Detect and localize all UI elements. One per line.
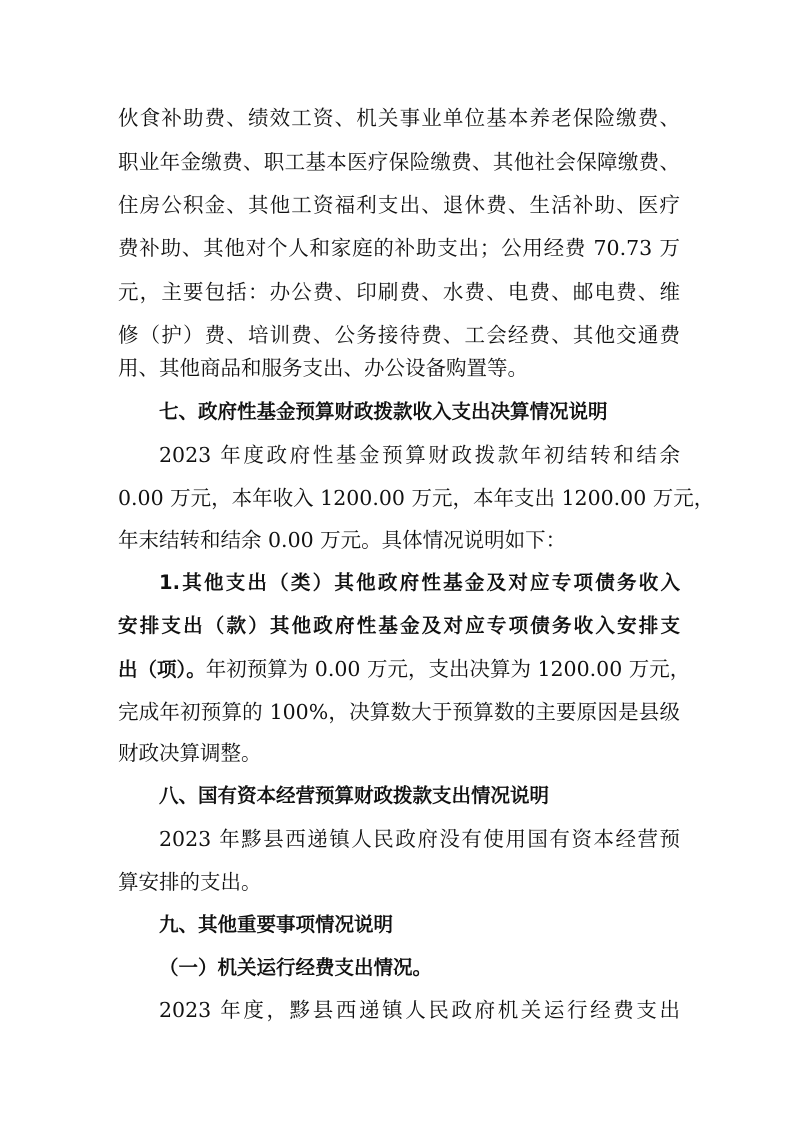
body-line: 住房公积金、其他工资福利支出、退休费、生活补助、医疗: [118, 193, 680, 217]
item-line: 完成年初预算的 100%，决算数大于预算数的主要原因是县级: [118, 700, 680, 724]
section-heading-7: 七、政府性基金预算财政拨款收入支出决算情况说明: [159, 400, 608, 423]
subsection-heading: （一）机关运行经费支出情况。: [159, 956, 433, 979]
body-line: 伙食补助费、绩效工资、机关事业单位基本养老保险缴费、: [118, 106, 680, 130]
body-line: 职业年金缴费、职工基本医疗保险缴费、其他社会保障缴费、: [118, 150, 680, 174]
body-line: 费补助、其他对个人和家庭的补助支出；公用经费 70.73 万: [118, 236, 680, 260]
paragraph-line: 2023 年度，黟县西递镇人民政府机关运行经费支出: [159, 998, 680, 1022]
item-line: 财政决算调整。: [118, 741, 262, 765]
item-line: [118, 653, 691, 685]
section-heading-8: 八、国有资本经营预算财政拨款支出情况说明: [159, 784, 550, 807]
body-line: 用、其他商品和服务支出、办公设备购置等。: [118, 356, 528, 380]
paragraph-line: 年末结转和结余 0.00 万元。具体情况说明如下：: [118, 528, 567, 552]
paragraph-line: 2023 年黟县西递镇人民政府没有使用国有资本经营预: [159, 827, 680, 851]
body-line: 修（护）费、培训费、公务接待费、工会经费、其他交通费: [118, 323, 680, 347]
paragraph-line: 0.00 万元，本年收入 1200.00 万元，本年支出 1200.00 万元，: [118, 486, 715, 510]
item-title-line: 安排支出（款）其他政府性基金及对应专项债务收入安排支: [118, 614, 680, 637]
item-title-line: 1.其他支出（类）其他政府性基金及对应专项债务收入: [159, 571, 680, 594]
body-line: 元，主要包括：办公费、印刷费、水费、电费、邮电费、维: [118, 280, 680, 304]
item-title-end: 出（项）。: [118, 658, 206, 681]
paragraph-line: 算安排的支出。: [118, 870, 262, 894]
paragraph-line: 2023 年度政府性基金预算财政拨款年初结转和结余: [159, 443, 680, 467]
section-heading-9: 九、其他重要事项情况说明: [159, 913, 394, 936]
item-text: 年初预算为 0.00 万元，支出决算为 1200.00 万元，: [205, 657, 691, 681]
